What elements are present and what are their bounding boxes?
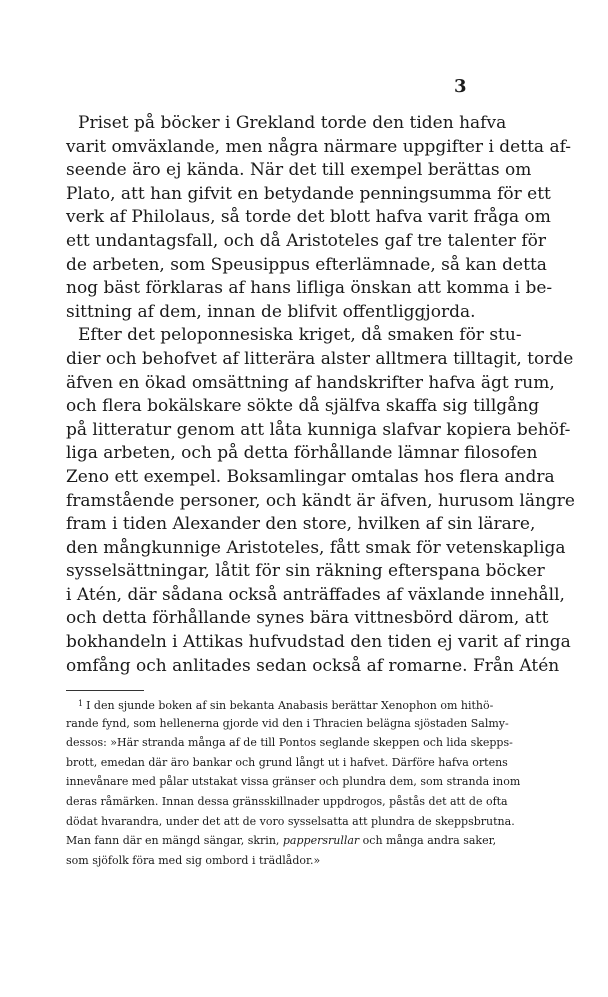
footnote-text: och många andra saker, xyxy=(359,834,497,848)
footnote-divider xyxy=(66,690,144,691)
text-line: fram i tiden Alexander den store, hvilken af sin lärare, xyxy=(66,514,536,535)
text-line: och flera bokälskare sökte då själfva skaffa sig tillgång xyxy=(66,396,540,417)
page-number: 3 xyxy=(454,76,467,97)
text-line: varit omväxlande, men några närmare uppgifter i detta af- xyxy=(66,136,572,157)
footnote xyxy=(66,694,521,870)
text-line: framstående personer, och kändt är äfven, hurusom längre xyxy=(66,490,575,511)
text-line: Efter det peloponnesiska kriget, då smaken för stu- xyxy=(78,325,522,346)
footnote-line xyxy=(66,694,494,714)
footnote-line: dödat hvarandra, under det att de voro sysselsatta att plundra de skeppsbrutna. xyxy=(66,814,515,828)
text-line: de arbeten, som Speusippus efterlämnade, så kan detta xyxy=(66,254,547,275)
text-line: på litteratur genom att låta kunniga slafvar kopiera behöf- xyxy=(66,419,571,440)
footnote-line xyxy=(66,831,497,851)
text-line: Plato, att han gifvit en betydande penningsumma för ett xyxy=(66,183,551,204)
footnote-line: innevånare med pålar utstakat vissa gränser och plundra dem, som stranda inom xyxy=(66,775,521,789)
text-line: seende äro ej kända. När det till exempel berättas om xyxy=(66,160,532,181)
footnote-line: dessos: »Här stranda många af de till Pontos seglande skeppen och lida skepps- xyxy=(66,736,513,750)
text-line: bokhandeln i Attikas hufvudstad den tiden ej varit af ringa xyxy=(66,632,571,653)
text-line: ett undantagsfall, och då Aristoteles gaf tre talenter för xyxy=(66,230,546,251)
text-line: sittning af dem, innan de blifvit offentliggjorda. xyxy=(66,301,476,322)
footnote-marker: 1 xyxy=(78,699,84,708)
text-line: i Atén, där sådana också anträffades af växlande innehåll, xyxy=(66,584,565,605)
body-text xyxy=(66,112,575,678)
text-line: nog bäst förklaras af hans lifliga önskan att komma i be- xyxy=(66,278,553,299)
footnote-line: brott, emedan där äro bankar och grund långt ut i hafvet. Därföre hafva ortens xyxy=(66,755,508,769)
footnote-text: I den sjunde boken af sin bekanta Anabasis berättar Xenophon om hithö- xyxy=(86,699,494,712)
footnote-line: rande fynd, som hellenerna gjorde vid den i Thracien belägna sjöstaden Salmy- xyxy=(66,716,509,730)
footnote-line: som sjöfolk föra med sig ombord i trädlådor.» xyxy=(66,853,321,867)
text-line: verk af Philolaus, så torde det blott hafva varit fråga om xyxy=(66,207,551,228)
text-line: omfång och anlitades sedan också af romarne. Från Atén xyxy=(66,655,560,676)
text-line: liga arbeten, och på detta förhållande lämnar filosofen xyxy=(66,443,538,464)
text-line: och detta förhållande synes bära vittnesbörd därom, att xyxy=(66,608,549,629)
text-line: dier och behofvet af litterära alster alltmera tilltagit, torde xyxy=(66,348,574,369)
text-line: äfven en ökad omsättning af handskrifter hafva ägt rum, xyxy=(66,372,555,393)
footnote-emphasis: pappersrullar xyxy=(282,834,360,848)
text-line: Zeno ett exempel. Boksamlingar omtalas hos flera andra xyxy=(66,466,555,487)
footnote-line: deras råmärken. Innan dessa gränsskillnader uppdrogos, påstås det att de ofta xyxy=(66,794,508,808)
text-line: Priset på böcker i Grekland torde den tiden hafva xyxy=(78,113,507,133)
footnote-text: Man fann där en mängd sängar, skrin, xyxy=(66,834,283,848)
text-line: sysselsättningar, låtit för sin räkning efterspana böcker xyxy=(66,561,545,582)
text-line: den mångkunnige Aristoteles, fått smak för vetenskapliga xyxy=(66,537,566,558)
